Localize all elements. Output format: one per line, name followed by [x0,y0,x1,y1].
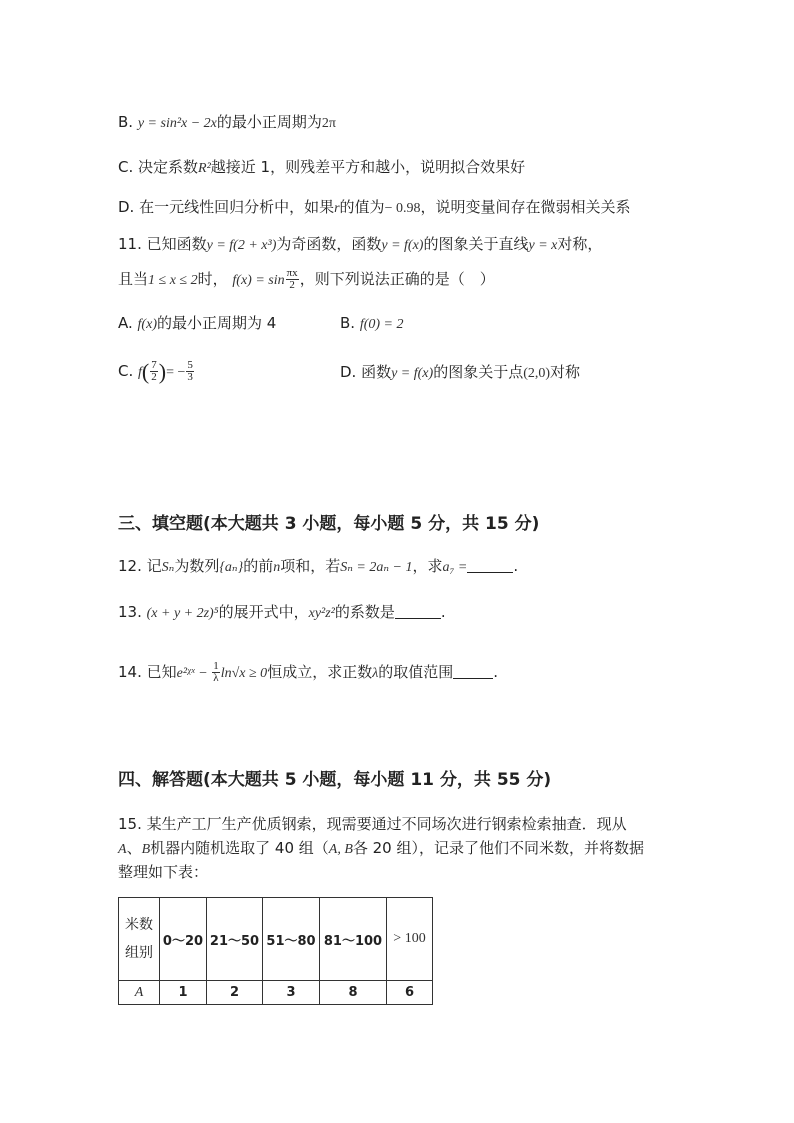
column-header: 0～20 [160,898,207,981]
option-d [118,197,630,219]
q13-text-b: 的展开式中， [218,603,309,621]
option-d-value: − 0.98 [384,201,421,216]
option-c-symbol: R² [198,161,211,176]
q14-symbol-2: ln√x ≥ 0 [220,666,268,681]
header-top-label: 米数 [125,917,153,933]
q12 [118,556,518,578]
table-cell: 2 [207,981,263,1005]
q12-number: 12. 记 [118,557,162,575]
header-bottom-label: 组别 [125,945,153,961]
q12-symbol-1: Sₙ [161,560,175,575]
q14-symbol-3: λ [372,666,379,681]
q11-option-d [340,362,580,384]
q11-text-c: 的图象关于直线 [423,235,529,253]
q11-text-e: 且当 [118,270,149,288]
q11-option-b-expr: f(0) = 2 [359,317,404,332]
option-d-text-b: 的值为 [339,198,385,216]
q14-fraction-denominator: λ [213,672,219,684]
q11-option-b-label: B. [340,314,360,332]
q11-fraction-numerator: πx [286,267,298,279]
data-table [118,897,433,1005]
q15-symbol-a: A [118,842,127,857]
option-d-symbol: r [334,201,340,216]
q12-text-e: ，求 [412,557,443,575]
table-cell: 1 [160,981,207,1005]
q12-symbol-2: {aₙ} [219,560,244,575]
q11-number: 11. 已知函数 [118,235,207,253]
column-header: 81～100 [320,898,387,981]
column-header: 51～80 [263,898,320,981]
q15-symbol-ab: A, B [328,842,353,857]
q15-symbol-b: B [141,842,151,857]
column-header: 21～50 [207,898,263,981]
q11-text-g: ，则下列说法正确的是（ ） [299,270,495,288]
table-header-row [119,898,433,981]
q12-answer-blank[interactable] [467,558,513,573]
option-c-text-b: 越接近 1，则残差平方和越小，说明拟合效果好 [210,158,526,176]
q11-formula-3: y = x [528,238,558,253]
q15-line3: 整理如下表： [118,863,209,881]
q11-option-c-num1: 7 [151,359,157,371]
q12-symbol-3: n [273,560,281,575]
q11-line2 [118,268,495,291]
q11-option-c-label: C. [118,362,139,380]
q11-option-a-text: 的最小正周期为 4 [156,314,277,332]
q12-text-c: 的前 [243,557,274,575]
q11-formula-2: y = f(x) [381,238,424,253]
q11-option-c-den1: 2 [151,371,157,383]
q11-line1 [118,234,602,256]
option-d-text-c: ，说明变量间存在微弱相关关系 [420,198,631,216]
table-cell: 3 [263,981,320,1005]
q13-period: . [440,603,446,621]
q14-answer-blank[interactable] [453,664,493,679]
q15-text-d: 机器内随机选取了 40 组（ [150,839,329,857]
q11-option-c-den2: 3 [187,371,193,383]
q14-fraction-numerator: 1 [213,660,219,672]
q15-separator: 、 [126,839,142,857]
q14-number: 14. 已知 [118,663,177,681]
option-b-text: 的最小正周期为 [216,113,322,131]
q11-fraction-denominator: 2 [289,279,295,291]
q14-text-c: 的取值范围 [378,663,454,681]
row-label: A [119,981,160,1005]
q11-text-f: 时， [197,270,228,288]
q11-option-d-text-b: 的图象关于点 [433,363,524,381]
q11-option-c-f: f [138,365,142,380]
table-corner-header [119,898,160,981]
q11-option-c [118,360,195,383]
option-b-label: B. [118,113,138,131]
q13-number: 13. [118,603,147,621]
column-header: > 100 [387,898,433,981]
q14-symbol-1: e²ᵡˣ − [176,666,212,681]
section-4-heading: 四、解答题(本大题共 5 小题，每小题 11 分，共 55 分) [118,770,552,790]
q11-option-c-frac2 [186,360,194,383]
q11-option-c-lparen: ( [141,359,150,384]
q11-option-d-expr: y = f(x) [391,366,434,381]
q15-line2 [118,838,644,860]
q12-symbol-4: Sₙ = 2aₙ − 1 [340,560,413,575]
q11-option-a-expr: f(x) [137,317,157,332]
q11-option-c-num2: 5 [187,359,193,371]
q11-fraction [286,268,299,291]
q14-period: . [493,663,499,681]
q13-symbol-1: (x + y + 2z)⁵ [146,606,219,621]
option-b-formula: y = sin²x − 2x [137,116,217,131]
option-c-text-a: C. 决定系数 [118,158,199,176]
q14-text-b: 恒成立，求正数 [267,663,373,681]
q11-option-c-frac1 [150,360,158,383]
q14-fraction [212,661,220,684]
q13-symbol-2: xy²z² [308,606,335,621]
q14 [118,661,498,684]
q13-answer-blank[interactable] [395,604,441,619]
table-row [119,981,433,1005]
q11-formula-1: y = f(2 + x³) [206,238,277,253]
q11-option-d-point: (2,0) [523,366,551,381]
q11-option-d-text-a: D. 函数 [340,363,392,381]
q11-text-b: 为奇函数，函数 [276,235,382,253]
q12-period: . [513,557,519,575]
q11-text-d: 对称， [557,235,603,253]
q11-option-c-rparen: ) [158,359,167,384]
table-cell: 8 [320,981,387,1005]
q11-option-c-eq: = − [166,365,186,380]
q13-text-c: 的系数是 [334,603,395,621]
q15-line1: 15. 某生产工厂生产优质钢索，现需要通过不同场次进行钢索检索抽查．现从 [118,815,627,833]
option-b-period: 2π [321,116,336,131]
q11-option-a [118,313,276,335]
q12-text-b: 为数列 [174,557,220,575]
q13 [118,602,446,624]
q11-option-b [340,313,404,335]
q11-formula-4: f(x) = sin [232,273,285,288]
q12-symbol-5: a₇ = [442,560,468,575]
table-cell: 6 [387,981,433,1005]
q11-range: 1 ≤ x ≤ 2 [148,273,198,288]
option-c [118,157,525,179]
q11-option-a-label: A. [118,314,138,332]
q11-option-d-text-c: 对称 [550,363,581,381]
q15-text-f: 各 20 组），记录了他们不同米数，并将数据 [352,839,644,857]
q12-text-d: 项和，若 [280,557,341,575]
option-b [118,112,336,134]
option-d-text-a: D. 在一元线性回归分析中，如果 [118,198,335,216]
section-3-heading: 三、填空题(本大题共 3 小题，每小题 5 分，共 15 分) [118,514,540,534]
